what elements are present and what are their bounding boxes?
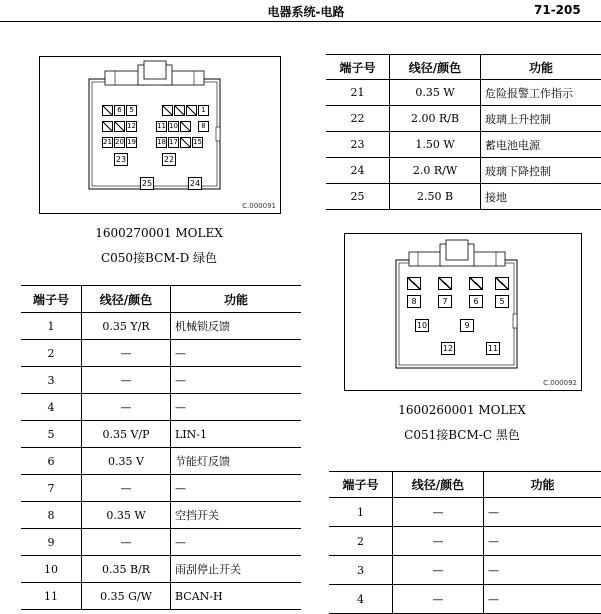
- pin-10: 10: [415, 319, 429, 332]
- pin-6: 6: [469, 295, 483, 308]
- function-cell: BCAN-H: [171, 583, 302, 610]
- wire-cell: —: [393, 585, 484, 614]
- pin-cell: 24: [326, 158, 390, 184]
- pin-cavity-empty: [495, 277, 509, 290]
- wire-cell: 0.35 G/W: [82, 583, 171, 610]
- table-row: [326, 158, 601, 184]
- pin-cell: 25: [326, 184, 390, 210]
- pin-19: 19: [126, 137, 137, 148]
- header-rule: [0, 21, 601, 22]
- wire-cell: 1.50 W: [390, 132, 481, 158]
- pin-cavity-empty: [186, 105, 197, 116]
- pin-cell: 10: [21, 556, 82, 583]
- pin-24: 24: [188, 177, 202, 190]
- table-row: [326, 80, 601, 106]
- function-cell: —: [484, 498, 601, 527]
- pin-20: 20: [114, 137, 125, 148]
- connector-c051-part: 1600260001 MOLEX: [344, 399, 580, 421]
- pin-11: 11: [156, 121, 167, 132]
- function-cell: 玻璃上升控制: [481, 106, 601, 132]
- pin-cell: 7: [21, 475, 82, 502]
- function-cell: 雨刮停止开关: [171, 556, 302, 583]
- wire-cell: —: [393, 556, 484, 585]
- pin-cavity-empty: [102, 105, 113, 116]
- col-wire-header: 线径/颜色: [393, 472, 484, 498]
- table-row: [326, 184, 601, 210]
- wire-cell: —: [393, 527, 484, 556]
- pin-cell: 1: [21, 313, 82, 340]
- pin-1: 1: [198, 105, 209, 116]
- connector-c050-figure: [39, 56, 281, 214]
- c050-pin-table-a: [21, 285, 301, 610]
- table-row: [329, 556, 601, 585]
- table-row: [329, 498, 601, 527]
- pin-8: 8: [407, 295, 421, 308]
- function-cell: —: [484, 556, 601, 585]
- pin-cavity-empty: [180, 121, 191, 132]
- table-row: [21, 367, 301, 394]
- function-cell: —: [171, 367, 302, 394]
- pin-17: 17: [168, 137, 179, 148]
- wire-cell: 2.00 R/B: [390, 106, 481, 132]
- col-func-header: 功能: [481, 55, 601, 80]
- table-row: [21, 502, 301, 529]
- header-title: 电器系统-电路: [236, 3, 376, 20]
- wire-cell: 2.0 R/W: [390, 158, 481, 184]
- wire-cell: 0.35 W: [390, 80, 481, 106]
- col-wire-header: 线径/颜色: [390, 55, 481, 80]
- pin-cavity-empty: [174, 105, 185, 116]
- wire-cell: 2.50 B: [390, 184, 481, 210]
- table-row: [21, 394, 301, 421]
- col-wire-header: 线径/颜色: [82, 286, 171, 313]
- wire-cell: —: [82, 394, 171, 421]
- pin-cavity-empty: [180, 137, 191, 148]
- function-cell: 机械锁反馈: [171, 313, 302, 340]
- pin-22: 22: [162, 153, 176, 166]
- pin-9: 9: [460, 319, 474, 332]
- pin-cell: 5: [21, 421, 82, 448]
- col-pin-header: 端子号: [329, 472, 393, 498]
- table-row: [21, 421, 301, 448]
- pin-cell: 3: [21, 367, 82, 394]
- table-row: [326, 132, 601, 158]
- col-func-header: 功能: [171, 286, 302, 313]
- table-row: [21, 475, 301, 502]
- function-cell: —: [171, 340, 302, 367]
- pin-10: 10: [168, 121, 179, 132]
- pin-cell: 2: [21, 340, 82, 367]
- pin-cavity-empty: [162, 105, 173, 116]
- function-cell: —: [484, 585, 601, 614]
- wire-cell: —: [82, 340, 171, 367]
- function-cell: 危险报警工作指示: [481, 80, 601, 106]
- wire-cell: —: [393, 498, 484, 527]
- figure-code: C.000092: [543, 379, 577, 387]
- table-row: [21, 340, 301, 367]
- table-row: [329, 527, 601, 556]
- pin-5: 5: [495, 295, 509, 308]
- pin-15: 15: [192, 137, 203, 148]
- table-row: [329, 585, 601, 614]
- pin-11: 11: [486, 342, 500, 355]
- wire-cell: —: [82, 475, 171, 502]
- table-row: [21, 583, 301, 610]
- pin-8: 8: [198, 121, 209, 132]
- pin-7: 7: [438, 295, 452, 308]
- connector-c050-outline: [40, 57, 280, 213]
- function-cell: —: [171, 475, 302, 502]
- connector-c050-part: 1600270001 MOLEX: [39, 222, 279, 244]
- wire-cell: 0.35 Y/R: [82, 313, 171, 340]
- function-cell: —: [171, 529, 302, 556]
- wire-cell: 0.35 B/R: [82, 556, 171, 583]
- wire-cell: —: [82, 529, 171, 556]
- pin-12: 12: [441, 342, 455, 355]
- pin-5: 5: [126, 105, 137, 116]
- function-cell: 蓄电池电源: [481, 132, 601, 158]
- function-cell: —: [171, 394, 302, 421]
- pin-cell: 1: [329, 498, 393, 527]
- pin-cell: 2: [329, 527, 393, 556]
- connector-c051-figure: [344, 233, 582, 391]
- pin-cell: 11: [21, 583, 82, 610]
- pin-cavity-empty: [407, 277, 421, 290]
- connector-c050-name: C050接BCM-D 绿色: [39, 247, 279, 269]
- pin-cell: 8: [21, 502, 82, 529]
- function-cell: 玻璃下降控制: [481, 158, 601, 184]
- c050-pin-table-b: [326, 54, 601, 210]
- connector-c051-name: C051接BCM-C 黑色: [344, 424, 580, 446]
- c051-pin-table: [329, 471, 601, 614]
- pin-cell: 22: [326, 106, 390, 132]
- pin-cell: 23: [326, 132, 390, 158]
- pin-cell: 4: [329, 585, 393, 614]
- wire-cell: 0.35 W: [82, 502, 171, 529]
- col-pin-header: 端子号: [21, 286, 82, 313]
- table-row: [21, 448, 301, 475]
- pin-cell: 9: [21, 529, 82, 556]
- pin-cavity-empty: [114, 121, 125, 132]
- table-row: [21, 556, 301, 583]
- connector-c051-outline: [345, 234, 581, 390]
- wire-cell: 0.35 V/P: [82, 421, 171, 448]
- table-row: [326, 106, 601, 132]
- col-pin-header: 端子号: [326, 55, 390, 80]
- pin-cavity-empty: [102, 121, 113, 132]
- wire-cell: 0.35 V: [82, 448, 171, 475]
- function-cell: 节能灯反馈: [171, 448, 302, 475]
- page-number: 71-205: [534, 3, 581, 17]
- pin-21: 21: [102, 137, 113, 148]
- figure-code: C.000091: [242, 202, 276, 210]
- col-func-header: 功能: [484, 472, 601, 498]
- pin-cell: 4: [21, 394, 82, 421]
- pin-12: 12: [126, 121, 137, 132]
- pin-cavity-empty: [438, 277, 452, 290]
- function-cell: LIN-1: [171, 421, 302, 448]
- pin-23: 23: [114, 153, 128, 166]
- function-cell: 接地: [481, 184, 601, 210]
- function-cell: —: [484, 527, 601, 556]
- pin-cavity-empty: [469, 277, 483, 290]
- table-row: [21, 313, 301, 340]
- wire-cell: —: [82, 367, 171, 394]
- pin-18: 18: [156, 137, 167, 148]
- pin-25: 25: [140, 177, 154, 190]
- pin-cell: 6: [21, 448, 82, 475]
- pin-cell: 3: [329, 556, 393, 585]
- function-cell: 空挡开关: [171, 502, 302, 529]
- pin-cell: 21: [326, 80, 390, 106]
- pin-6: 6: [114, 105, 125, 116]
- table-row: [21, 529, 301, 556]
